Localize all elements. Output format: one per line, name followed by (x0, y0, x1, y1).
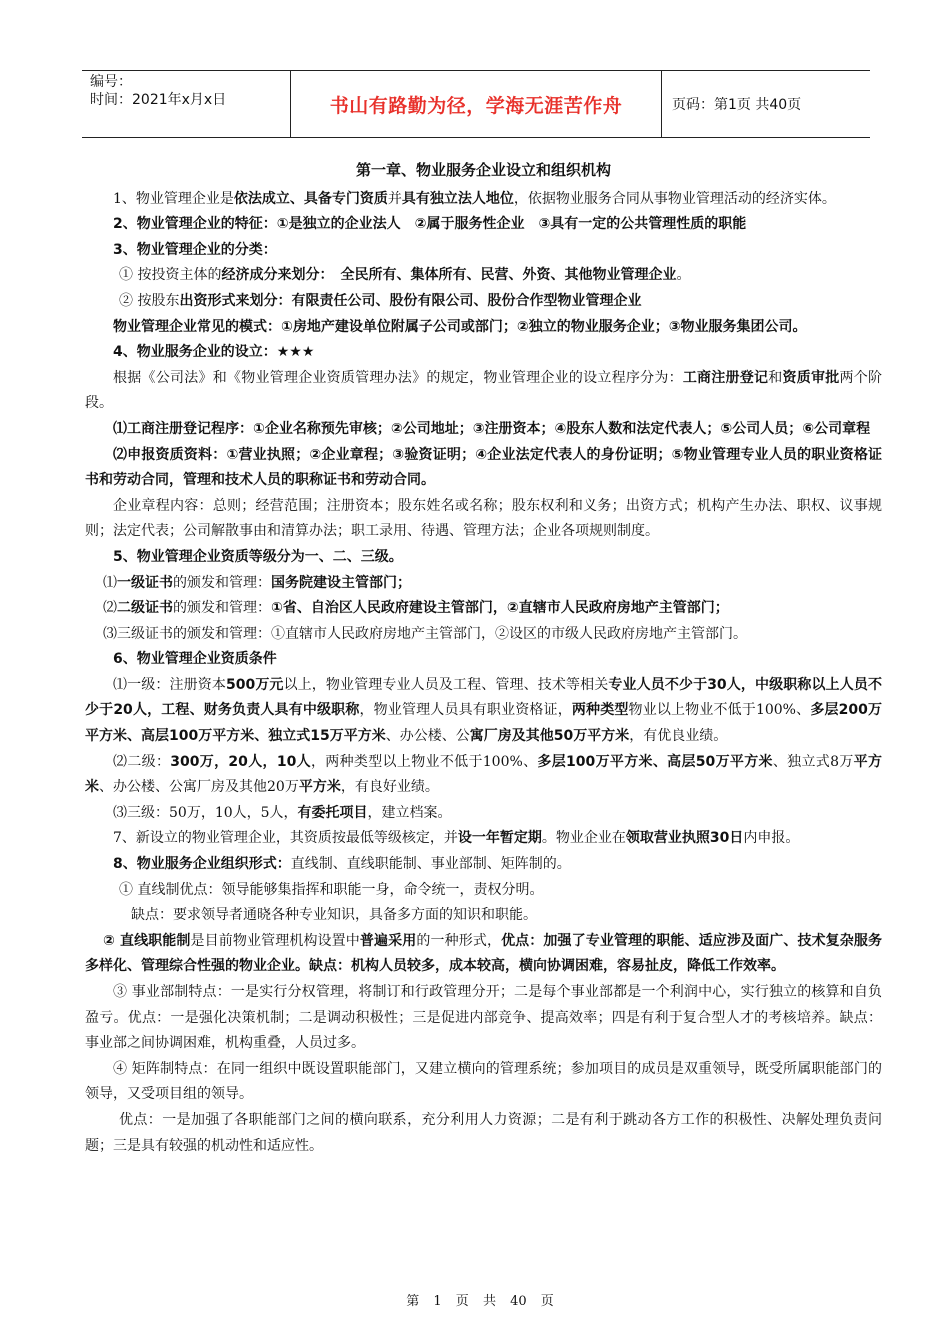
document-body (85, 158, 882, 1159)
chapter-title: 第一章、物业服务企业设立和组织机构 (355, 161, 611, 179)
footer-text: 共 (482, 1294, 496, 1309)
paragraph-3: 3、物业管理企业的分类： (113, 241, 277, 258)
paragraph-27: 优点：一是加强了各职能部门之间的横向联系，充分利用人力资源；二是有利于跳动各方工作的积极性、决解处理负责问题；三是具有较强的机动性和适应性。 (85, 1111, 882, 1154)
page-header (82, 70, 870, 138)
paragraph-1: 1、物业管理企业是依法成立、具备专门资质并具有独立法人地位，依据物业服务合同从事物业管理活动的经济实体。 (113, 190, 836, 207)
paragraph-2: 2、物业管理企业的特征：①是独立的企业法人 ②属于服务性企业 ③具有一定的公共管理性质的职能 (113, 216, 747, 233)
paragraph-10: ⑵申报资质资料：①营业执照；②企业章程；③验资证明；④企业法定代表人的身份证明；⑤物业管理专业人员的职业资格证书和劳动合同，管理和技术人员的职称证书和劳动合同。 (85, 446, 882, 489)
paragraph-11: 企业章程内容：总则；经营范围；注册资本；股东姓名或名称；股东权利和义务；出资方式；机构产生办法、职权、议事规则；法定代表；公司解散事由和清算办法；职工录用、待遇、管理方法；企业各项规则制度。 (85, 497, 882, 540)
footer-total-pages: 40 (510, 1294, 527, 1309)
footer-text: 第 (406, 1294, 420, 1309)
header-left (82, 71, 290, 137)
header-motto: 书山有路勤为径，学海无涯苦作舟 (329, 94, 623, 117)
document-number-label: 编号： (90, 74, 132, 90)
paragraph-24: ② 直线职能制是目前物业管理机构设置中普遍采用的一种形式，优点：加强了专业管理的职能、适应涉及面广、技术复杂服务多样化、管理综合性强的物业企业。缺点：机构人员较多，成本较高，横向协调困难，容易扯皮，降低工作效率。 (85, 932, 883, 975)
paragraph-26: ④ 矩阵制特点：在同一组织中既设置职能部门，又建立横向的管理系统；参加项目的成员是双重领导，既受所属职能部门的领导，又受项目组的领导。 (85, 1060, 882, 1103)
paragraph-8: 根据《公司法》和《物业管理企业资质管理办法》的规定，物业管理企业的设立程序分为：工商注册登记和资质审批两个阶段。 (85, 369, 883, 412)
paragraph-19: ⑶三级：50万，10人，5人，有委托项目，建立档案。 (113, 804, 452, 821)
paragraph-9: ⑴工商注册登记程序：①企业名称预先审核；②公司地址；③注册资本；④股东人数和法定代表人；⑤公司人员；⑥公司章程 (113, 420, 871, 437)
footer-text: 页 (455, 1294, 469, 1309)
paragraph-7: 4、物业服务企业的设立：★★★ (113, 344, 315, 361)
paragraph-20: 7、新设立的物业管理企业，其资质按最低等级核定，并设一年暂定期。物业企业在领取营业执照30日内申报。 (113, 830, 800, 847)
paragraph-22: ① 直线制优点：领导能够集指挥和职能一身，命令统一，责权分明。 (119, 881, 544, 898)
header-motto-cell (290, 71, 662, 137)
paragraph-16: 6、物业管理企业资质条件 (113, 651, 277, 668)
header-page-info: 页码：第1页 共40页 (672, 97, 802, 113)
paragraph-13: ⑴一级证书的颁发和管理：国务院建设主管部门； (103, 574, 411, 591)
paragraph-21: 8、物业服务企业组织形式：直线制、直线职能制、事业部制、矩阵制的。 (113, 856, 571, 873)
paragraph-18: ⑵二级：300万，20人，10人，两种类型以上物业不低于100%、多层100万平方米、高层50万平方米、独立式8万平方米、办公楼、公寓厂房及其他20万平方米，有良好业绩。 (85, 753, 882, 796)
paragraph-14: ⑵二级证书的颁发和管理：①省、自治区人民政府建设主管部门，②直辖市人民政府房地产主管部门； (103, 600, 729, 617)
paragraph-6: 物业管理企业常见的模式：①房地产建设单位附属子公司或部门；②独立的物业服务企业；③物业服务集团公司。 (113, 318, 807, 335)
page-footer (0, 1290, 950, 1309)
document-date: 时间：2021年x月x日 (90, 92, 227, 108)
paragraph-23: 缺点：要求领导者通晓各种专业知识，具备多方面的知识和职能。 (131, 907, 537, 924)
paragraph-12: 5、物业管理企业资质等级分为一、二、三级。 (113, 548, 403, 565)
footer-page-number: 1 (433, 1294, 442, 1309)
paragraph-5: ② 按股东出资形式来划分：有限责任公司、股份有限公司、股份合作型物业管理企业 (119, 292, 642, 309)
paragraph-4: ① 按投资主体的经济成分来划分： 全民所有、集体所有、民营、外资、其他物业管理企业。 (119, 267, 691, 284)
footer-text: 页 (540, 1294, 554, 1309)
paragraph-25: ③ 事业部制特点：一是实行分权管理，将制订和行政管理分开；二是每个事业部都是一个利润中心，实行独立的核算和自负盈亏。优点：一是强化决策机制；二是调动积极性；三是促进内部竞争、提高效率；四是有利于复合型人才的考核培养。缺点：事业部之间协调困难，机构重叠，人员过多。 (85, 984, 882, 1052)
paragraph-17: ⑴一级：注册资本500万元以上，物业管理专业人员及工程、管理、技术等相关专业人员不少于30人，中级职称以上人员不少于20人，工程、财务负责人具有中级职称，物业管理人员具有职业资格证，两种类型物业以上物业不低于100%、多层200万平方米、高层100万平方米、独立式15万平方米、办公楼、公寓厂房及其他50万平方米，有优良业绩。 (85, 676, 883, 745)
paragraph-15: ⑶三级证书的颁发和管理：①直辖市人民政府房地产主管部门，②设区的市级人民政府房地产主管部门。 (103, 625, 747, 642)
